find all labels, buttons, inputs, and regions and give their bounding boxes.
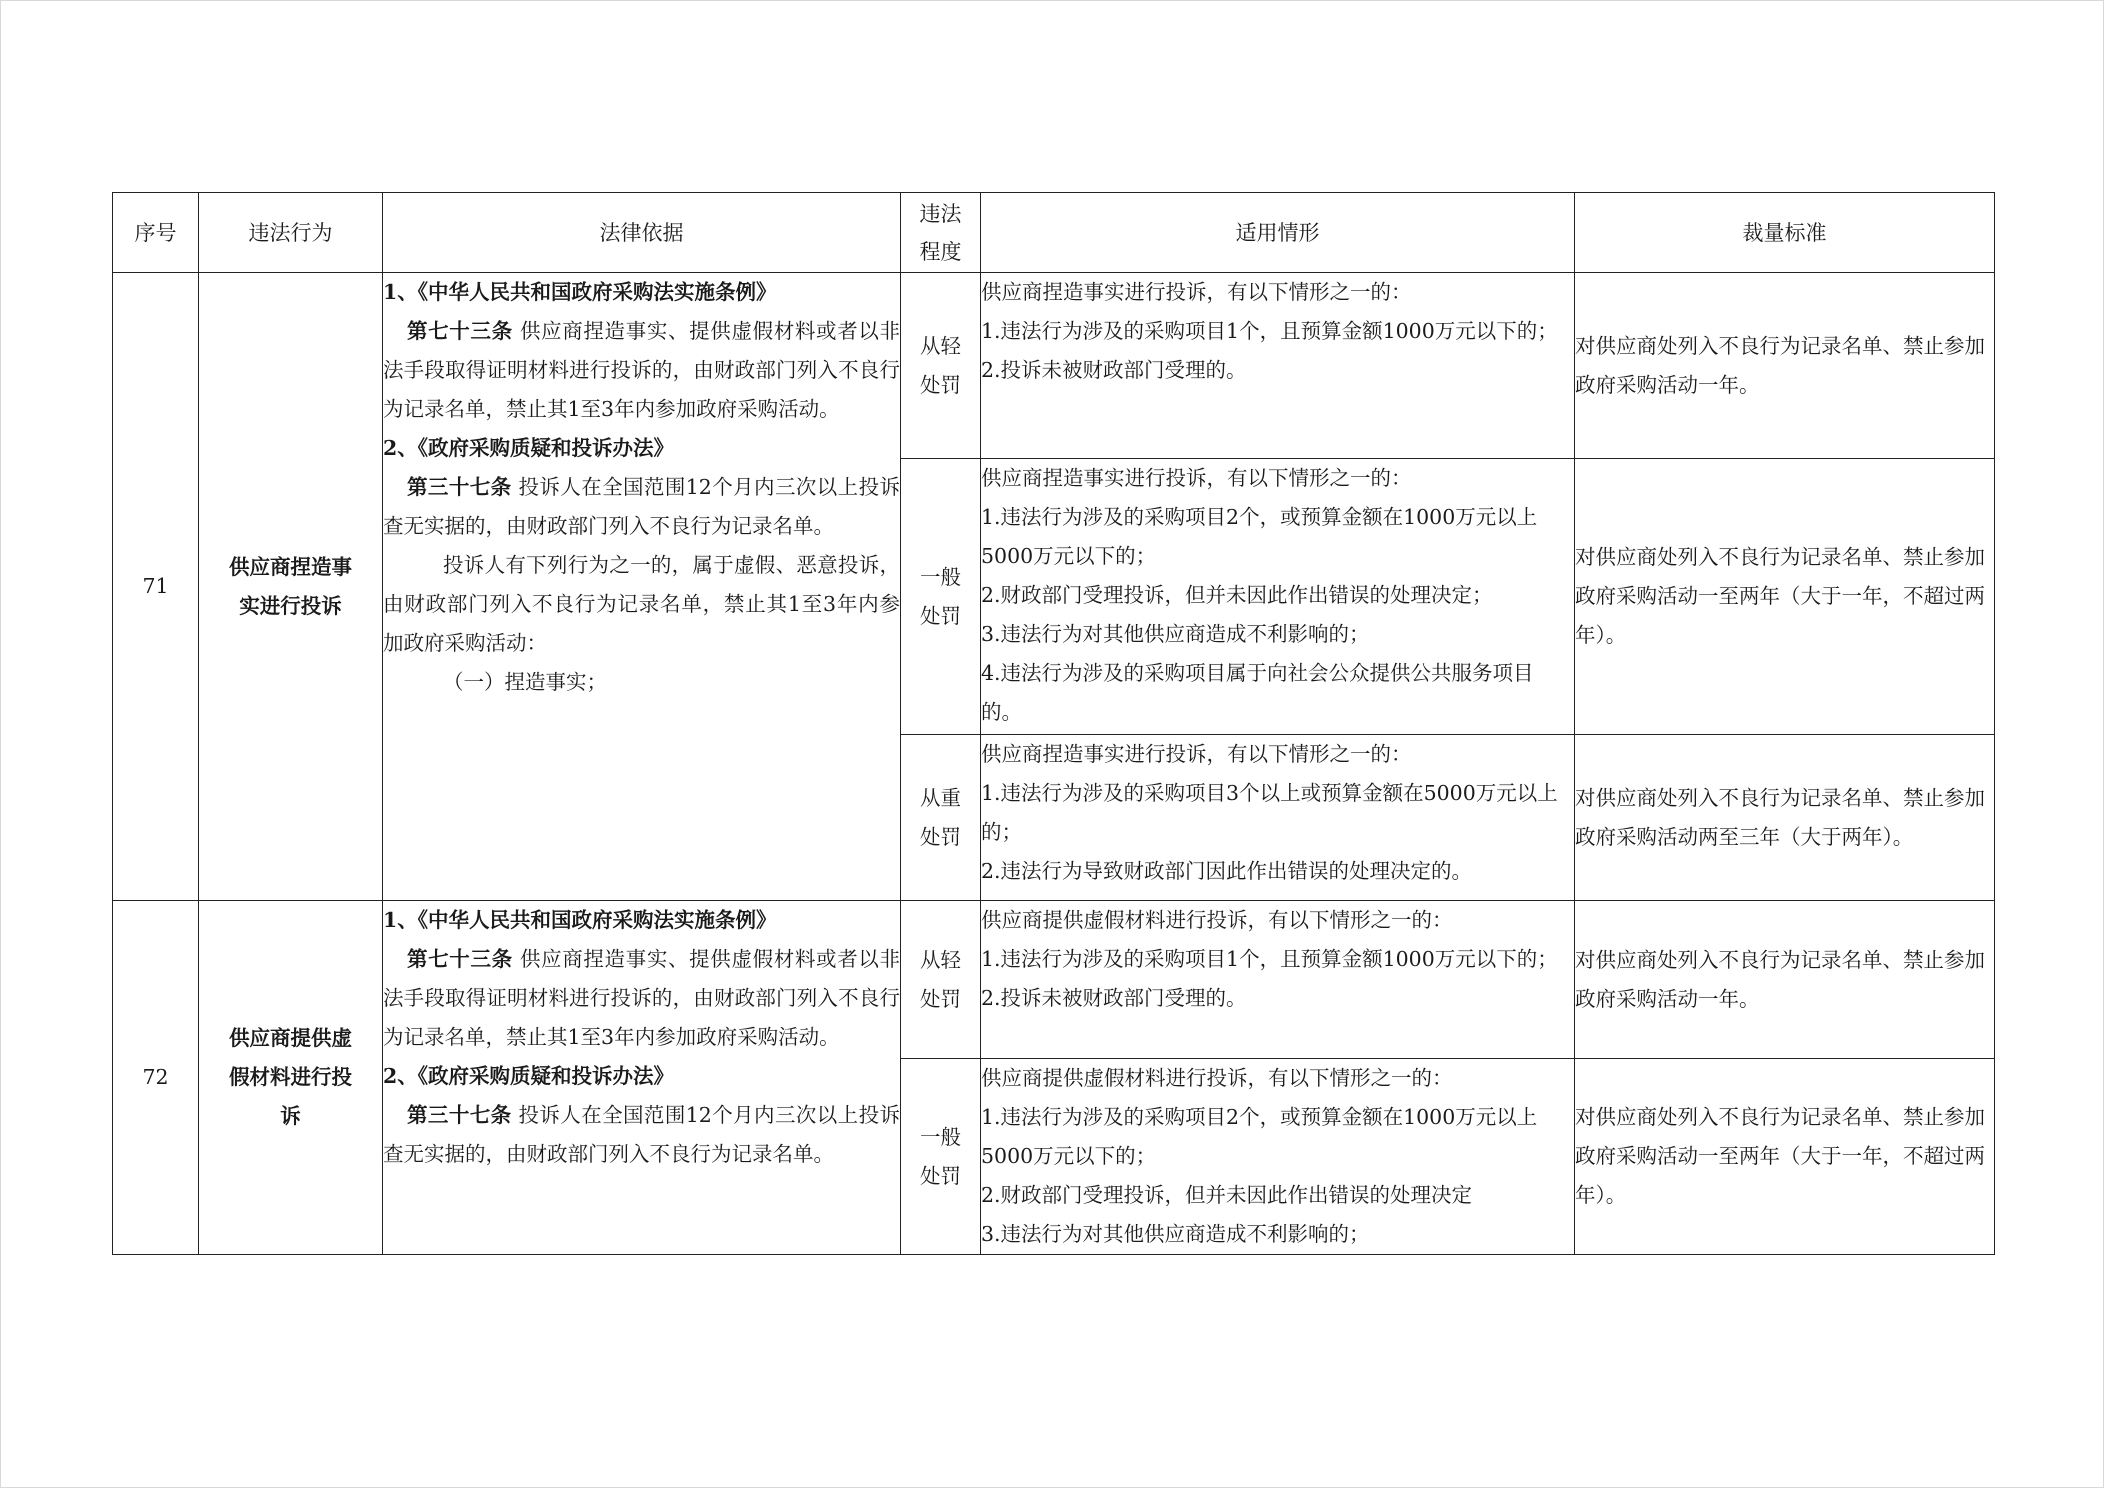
situation-line: 供应商提供虚假材料进行投诉，有以下情形之一的：	[981, 908, 1453, 932]
behavior-line: 供应商提供虚	[229, 1026, 352, 1050]
behavior-cell	[199, 273, 383, 901]
basis-article: 第七十三条	[407, 319, 513, 343]
standard-cell: 对供应商处列入不良行为记录名单、禁止参加政府采购活动一年。	[1575, 273, 1995, 459]
header-degree-line1: 违法	[919, 201, 962, 226]
header-seq: 序号	[113, 193, 199, 273]
basis-law-title: 1、《中华人民共和国政府采购法实施条例》	[383, 908, 777, 932]
table-row	[113, 273, 1995, 459]
degree-line: 从轻	[920, 947, 961, 972]
header-degree-line2: 程度	[919, 239, 962, 264]
situation-line: 供应商提供虚假材料进行投诉，有以下情形之一的：	[981, 1066, 1453, 1090]
header-basis: 法律依据	[383, 193, 901, 273]
seq-cell: 71	[113, 273, 199, 901]
degree-line: 处罚	[920, 603, 961, 628]
header-behavior: 违法行为	[199, 193, 383, 273]
behavior-line: 诉	[280, 1104, 301, 1128]
header-standard: 裁量标准	[1575, 193, 1995, 273]
degree-line: 处罚	[920, 372, 961, 397]
basis-paragraph: 投诉人有下列行为之一的，属于虚假、恶意投诉，由财政部门列入不良行为记录名单，禁止其1至3年内参加政府采购活动：	[383, 553, 900, 655]
table-row	[113, 901, 1995, 1059]
basis-cell	[383, 901, 901, 1255]
situation-line: 3.违法行为对其他供应商造成不利影响的；	[981, 1222, 1370, 1246]
degree-cell	[901, 459, 981, 735]
basis-paragraph: （一）捏造事实；	[443, 670, 607, 694]
situation-line: 2.违法行为导致财政部门因此作出错误的处理决定的。	[981, 859, 1473, 883]
degree-cell	[901, 1059, 981, 1255]
basis-article-text: 供应商捏造事实、提供虚假材料或者以非法手段取得证明材料进行投诉的，由财政部门列入不良行为记录名单，禁止其1至3年内参加政府采购活动。	[383, 319, 901, 421]
header-degree	[901, 193, 981, 273]
basis-law-title: 2、《政府采购质疑和投诉办法》	[383, 436, 675, 460]
degree-line: 从轻	[920, 333, 961, 358]
standard-cell: 对供应商处列入不良行为记录名单、禁止参加政府采购活动一至两年（大于一年，不超过两年）。	[1575, 459, 1995, 735]
seq-cell: 72	[113, 901, 199, 1255]
basis-article-text: 投诉人在全国范围12个月内三次以上投诉查无实据的，由财政部门列入不良行为记录名单。	[383, 1103, 900, 1166]
degree-cell	[901, 735, 981, 901]
situation-line: 3.违法行为对其他供应商造成不利影响的；	[981, 622, 1370, 646]
degree-line: 处罚	[920, 986, 961, 1011]
discretion-standard-table	[112, 192, 1995, 1255]
degree-line: 一般	[920, 1124, 961, 1149]
standard-cell: 对供应商处列入不良行为记录名单、禁止参加政府采购活动一年。	[1575, 901, 1995, 1059]
table-header-row	[113, 193, 1995, 273]
situation-line: 供应商捏造事实进行投诉，有以下情形之一的：	[981, 466, 1412, 490]
degree-cell	[901, 901, 981, 1059]
basis-article-text: 供应商捏造事实、提供虚假材料或者以非法手段取得证明材料进行投诉的，由财政部门列入不良行为记录名单，禁止其1至3年内参加政府采购活动。	[383, 947, 901, 1049]
situation-line: 2.财政部门受理投诉，但并未因此作出错误的处理决定；	[981, 583, 1493, 607]
basis-law-title: 1、《中华人民共和国政府采购法实施条例》	[383, 280, 777, 304]
situation-line: 供应商捏造事实进行投诉，有以下情形之一的：	[981, 742, 1412, 766]
standard-cell: 对供应商处列入不良行为记录名单、禁止参加政府采购活动两至三年（大于两年）。	[1575, 735, 1995, 901]
degree-line: 一般	[920, 564, 961, 589]
situation-cell	[981, 901, 1575, 1059]
basis-cell	[383, 273, 901, 901]
degree-line: 从重	[920, 785, 961, 810]
situation-line: 1.违法行为涉及的采购项目2个，或预算金额在1000万元以上5000万元以下的；	[981, 505, 1538, 568]
basis-law-title: 2、《政府采购质疑和投诉办法》	[383, 1064, 675, 1088]
basis-article-text: 投诉人在全国范围12个月内三次以上投诉查无实据的，由财政部门列入不良行为记录名单。	[383, 475, 900, 538]
basis-article: 第三十七条	[407, 1103, 512, 1127]
situation-cell	[981, 735, 1575, 901]
situation-line: 1.违法行为涉及的采购项目1个，且预算金额1000万元以下的；	[981, 947, 1558, 971]
behavior-line: 实进行投诉	[239, 593, 342, 618]
situation-line: 2.投诉未被财政部门受理的。	[981, 358, 1247, 382]
situation-cell	[981, 1059, 1575, 1255]
situation-line: 2.财政部门受理投诉，但并未因此作出错误的处理决定	[981, 1183, 1473, 1207]
basis-article: 第三十七条	[407, 475, 512, 499]
degree-line: 处罚	[920, 824, 961, 849]
situation-line: 1.违法行为涉及的采购项目2个，或预算金额在1000万元以上5000万元以下的；	[981, 1105, 1538, 1168]
degree-cell	[901, 273, 981, 459]
situation-line: 1.违法行为涉及的采购项目3个以上或预算金额在5000万元以上的；	[981, 781, 1558, 844]
situation-line: 1.违法行为涉及的采购项目1个，且预算金额1000万元以下的；	[981, 319, 1558, 343]
situation-cell	[981, 273, 1575, 459]
situation-cell	[981, 459, 1575, 735]
situation-line: 供应商捏造事实进行投诉，有以下情形之一的：	[981, 280, 1412, 304]
standard-cell: 对供应商处列入不良行为记录名单、禁止参加政府采购活动一至两年（大于一年，不超过两年）。	[1575, 1059, 1995, 1255]
behavior-cell	[199, 901, 383, 1255]
behavior-line: 供应商捏造事	[229, 554, 352, 579]
situation-line: 4.违法行为涉及的采购项目属于向社会公众提供公共服务项目的。	[981, 661, 1534, 724]
behavior-line: 假材料进行投	[229, 1065, 352, 1089]
degree-line: 处罚	[920, 1163, 961, 1188]
situation-line: 2.投诉未被财政部门受理的。	[981, 986, 1247, 1010]
header-situation: 适用情形	[981, 193, 1575, 273]
basis-article: 第七十三条	[407, 947, 513, 971]
